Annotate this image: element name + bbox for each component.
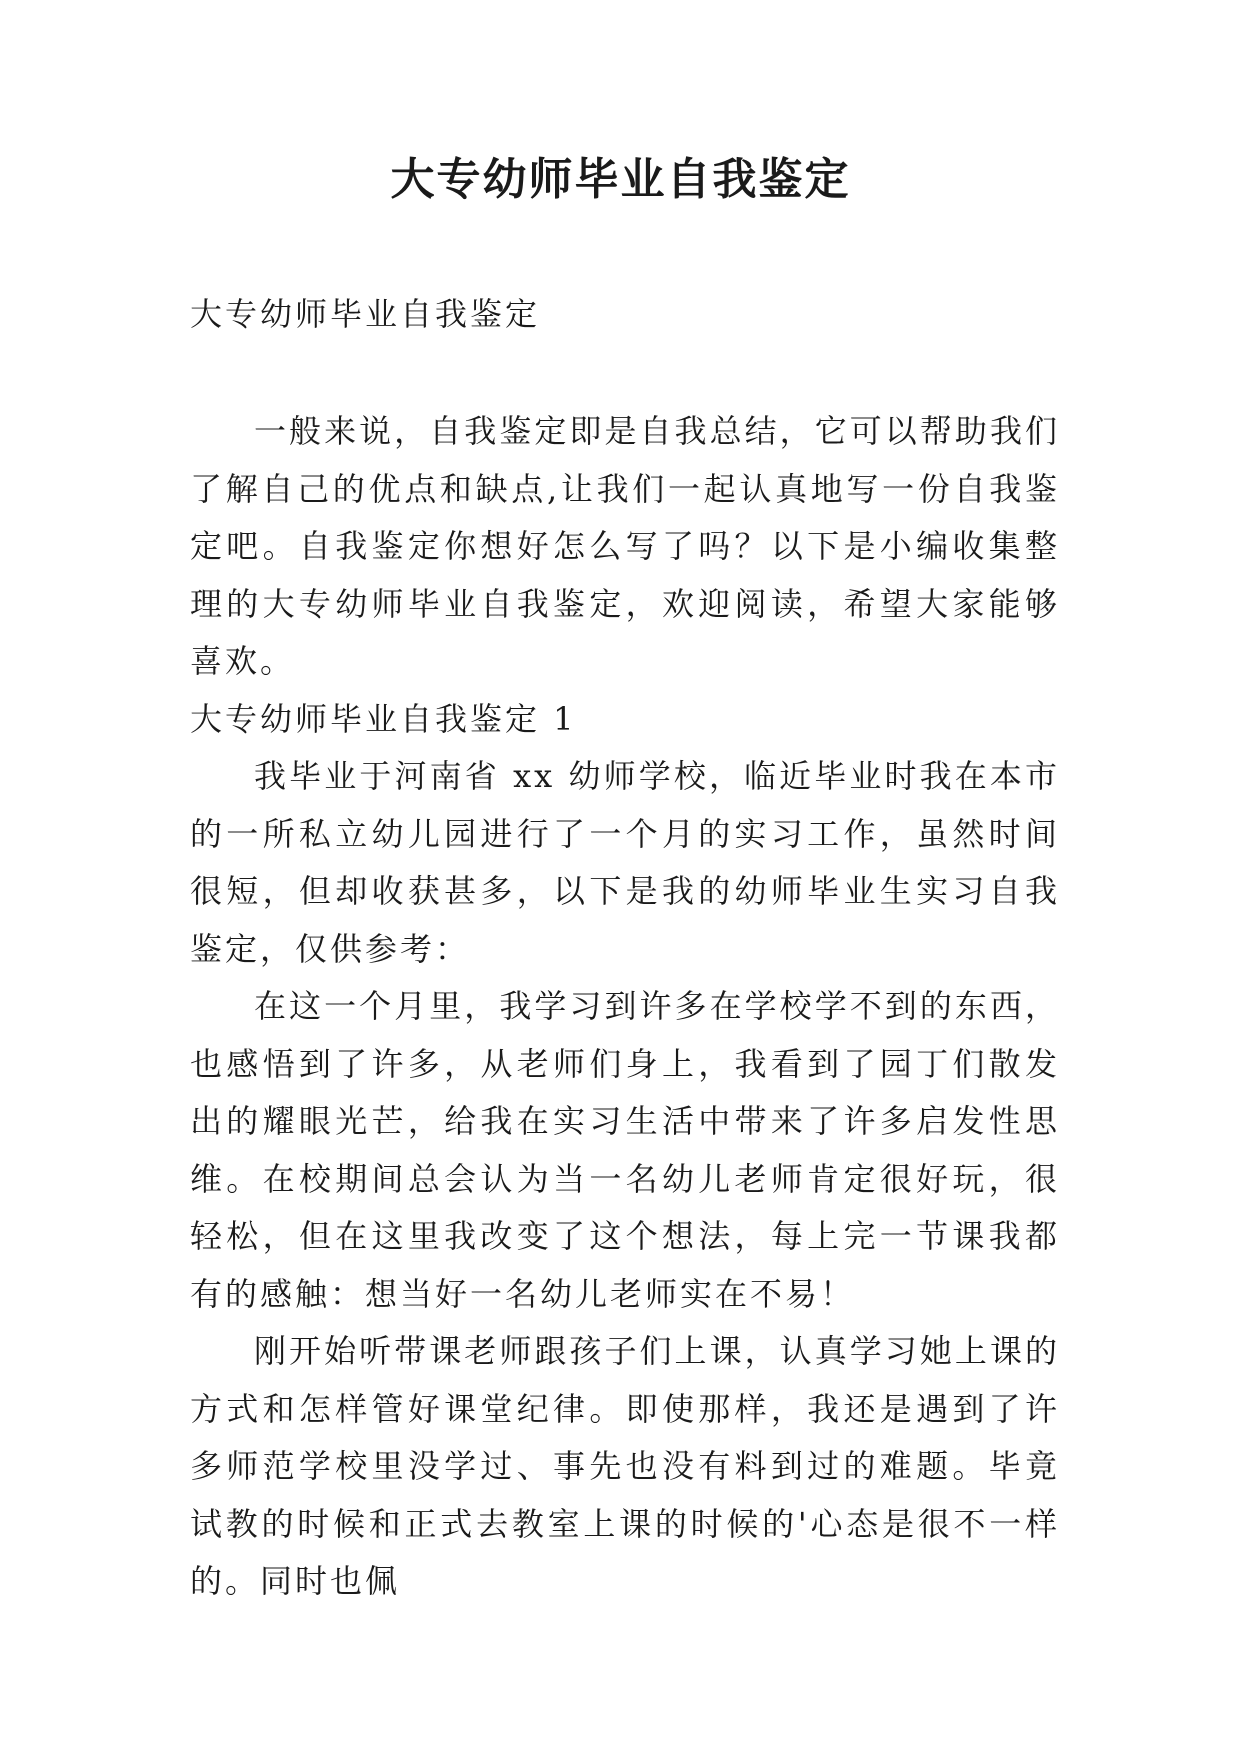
- body-paragraph: 刚开始听带课老师跟孩子们上课，认真学习她上课的方式和怎样管好课堂纪律。即使那样，我还是遇到了许多师范学校里没学过、事先也没有料到过的难题。毕竟试教的时候和正式去教室上课的时候的'心态是很不一样的。同时也佩: [190, 1332, 1060, 1600]
- body-paragraph: 我毕业于河南省 xx 幼师学校，临近毕业时我在本市的一所私立幼儿园进行了一个月的实习工作，虽然时间很短，但却收获甚多，以下是我的幼师毕业生实习自我鉴定，仅供参考：: [190, 757, 1060, 968]
- intro-paragraph: 一般来说，自我鉴定即是自我总结，它可以帮助我们了解自己的优点和缺点,让我们一起认真地写一份自我鉴定吧。自我鉴定你想好怎么写了吗？以下是小编收集整理的大专幼师毕业自我鉴定，欢迎阅读，希望大家能够喜欢。: [190, 412, 1060, 680]
- body-paragraph: 在这一个月里，我学习到许多在学校学不到的东西，也感悟到了许多，从老师们身上，我看到了园丁们散发出的耀眼光芒，给我在实习生活中带来了许多启发性思维。在校期间总会认为当一名幼儿老师肯定很好玩，很轻松，但在这里我改变了这个想法，每上完一节课我都有的感触：想当好一名幼儿老师实在不易！: [190, 987, 1060, 1313]
- section-heading: 大专幼师毕业自我鉴定 1: [190, 700, 577, 738]
- document-subtitle: 大专幼师毕业自我鉴定: [190, 295, 541, 333]
- document-title: 大专幼师毕业自我鉴定: [390, 154, 851, 205]
